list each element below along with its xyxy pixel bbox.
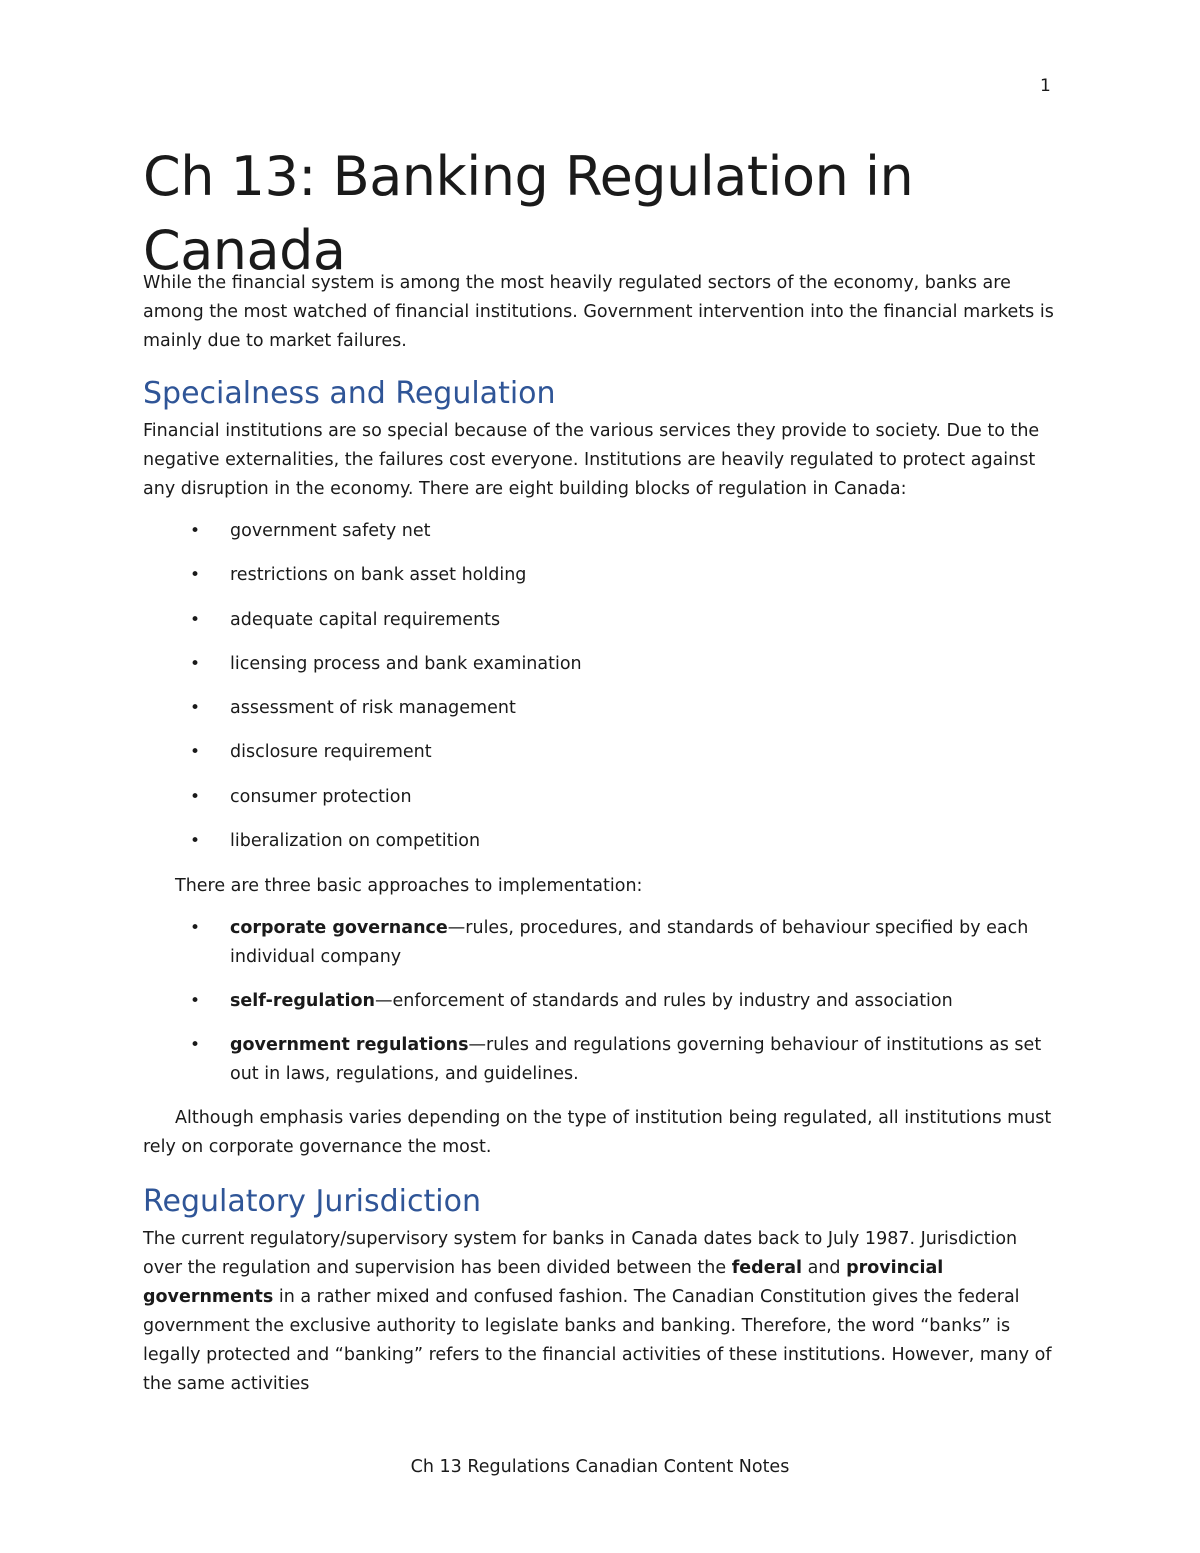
text-run: and [802,1258,847,1278]
page-number: 1 [1040,76,1051,96]
text-run: in a rather mixed and confused fashion. The Canadian Constitution gives the federal government the exclusive authority to legislate banks and banking. Therefore, the word “banks” is legally protected and “banking” refers to the financial activities of these institutions. However, many of the same activities [143,1287,1052,1394]
list-item: • government safety net [143,517,582,561]
list-item: • licensing process and bank examination [143,650,582,694]
approaches-list [143,914,1058,1104]
text-run: The current regulatory/supervisory system for banks in Canada dates back to July 1987. Jurisdiction over the regulation and supervision has been divided between the [143,1229,1018,1278]
building-blocks-list [143,517,582,871]
jurisdiction-paragraph [143,1225,1058,1399]
section-heading-jurisdiction: Regulatory Jurisdiction [143,1184,481,1219]
approach-definition: —enforcement of standards and rules by industry and association [375,991,953,1011]
list-item [143,914,1058,972]
specialness-paragraph: Financial institutions are so special because of the various services they provide to society. Due to the negative externalities, the failures cost everyone. Institutions are heavily regulated to protect against any disruption in the economy. There are eight building blocks of regulation in Canada: [143,421,1040,499]
approach-term: government regulations [230,1035,469,1055]
approach-term: self-regulation [230,991,375,1011]
list-item: • restrictions on bank asset holding [143,561,582,605]
list-item: • liberalization on competition [143,827,582,871]
approach-term: corporate governance [230,918,448,938]
emphasis-paragraph: Although emphasis varies depending on the type of institution being regulated, all institutions must rely on corporate governance the most. [143,1108,1052,1157]
list-item [143,987,1058,1016]
section-heading-specialness: Specialness and Regulation [143,376,556,411]
page-title: Ch 13: Banking Regulation in Canada [143,145,914,282]
list-item: • adequate capital requirements [143,606,582,650]
approach-definition: —rules and regulations governing behaviour of institutions as set out in laws, regulations, and guidelines. [230,1035,1042,1084]
page-footer: Ch 13 Regulations Canadian Content Notes [410,1457,790,1477]
bold-term-federal: federal [731,1258,803,1278]
approach-definition: —rules, procedures, and standards of behaviour specified by each individual company [230,918,1029,967]
list-item: • disclosure requirement [143,738,582,782]
intro-paragraph: While the financial system is among the most heavily regulated sectors of the economy, banks are among the most watched of financial institutions. Government intervention into the financial markets is mainly due to market failures. [143,273,1054,351]
list-item [143,1031,1058,1089]
list-item: • consumer protection [143,783,582,827]
bold-term-provincial: provincial governments [143,1258,944,1307]
list-item: • assessment of risk management [143,694,582,738]
approaches-intro: There are three basic approaches to implementation: [175,876,643,896]
